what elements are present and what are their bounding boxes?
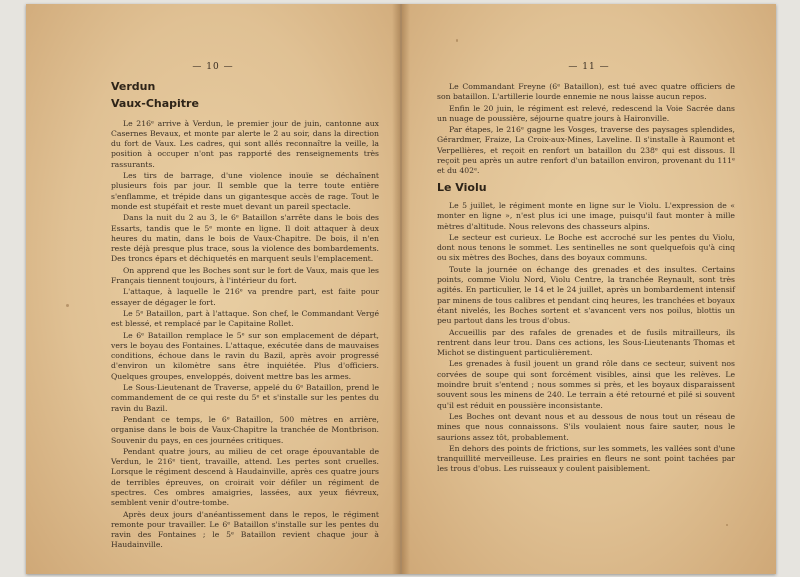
paragraph: Le 5 juillet, le régiment monte en ligne sur le Violu. L'expression de « monter en ligne », n'est plus ici une image, puisqu'il faut monter à mille mètres d'altitude. Nous relevons des chasseurs alpins.: [437, 200, 735, 231]
paragraph: Les grenades à fusil jouent un grand rôle dans ce secteur, suivent nos corvées de soupe qui sont forcément visibles, ainsi que les relèves. Le moindre bruit s'entend ; nous sommes si près, et les boyaux disparaissent souvent sous les minens de 240. Le terrain a été retourné et pilé si souvent qu'il est réduit en poussière inconsistante.: [437, 359, 735, 410]
section-title-vaux-chapitre: Vaux-Chapitre: [111, 97, 199, 111]
section-title-le-violu: Le Violu: [437, 180, 487, 194]
paragraph: Dans la nuit du 2 au 3, le 6ᵉ Bataillon s'arrête dans le bois des Essarts, tandis que le 5ᵉ monte en ligne. Il doit attaquer à deux heures du matin, dans le bois de Vaux-Chapitre. De bois, il n'en reste déjà presque plus trace, sous la violence des bombardements. Des troncs épars et déchiquetés en marquent seuls l'emplacement.: [111, 213, 379, 264]
left-page-content: [111, 82, 379, 552]
page-number-right: — 11 —: [568, 62, 610, 72]
paragraph: L'attaque, à laquelle le 216ᵉ va prendre part, est faite pour essayer de dégager le fort.: [111, 287, 379, 307]
paper-speck: [66, 304, 69, 307]
paragraph: Les tirs de barrage, d'une violence inouïe se déchaînent plusieurs fois par jour. Il semble que la terre toute entière s'enflamme, et trépide dans un gigantesque accès de rage. Tout le monde est stupéfait et reste muet devant un pareil spectacle.: [111, 171, 379, 211]
paragraph: On apprend que les Boches sont sur le fort de Vaux, mais que les Français tiennent toujours, à l'intérieur du fort.: [111, 265, 379, 286]
paragraph: Le Sous-Lieutenant de Traverse, appelé du 6ᵉ Bataillon, prend le commandement de ce qui reste du 5ᵉ et s'installe sur les pentes du ravin du Bazil.: [111, 383, 379, 413]
paragraph: Accueillis par des rafales de grenades et de fusils mitrailleurs, ils rentrent dans leur trou. Dans ces actions, les Sous-Lieutenants Thomas et Michot se distinguent particulièrement.: [437, 327, 735, 358]
paper-speck: [726, 524, 728, 526]
booklet: [26, 4, 776, 574]
paragraph: Enfin le 20 juin, le régiment est relevé, redescend la Voie Sacrée dans un nuage de poussière, séjourne quatre jours à Haironville.: [437, 103, 735, 123]
paragraph: Les Boches ont devant nous et au dessous de nous tout un réseau de mines que nous connaissons. S'ils voulaient nous faire sauter, nous le saurions assez tôt, probablement.: [437, 411, 735, 442]
chapter-title: Verdun: [111, 80, 156, 93]
left-page: [26, 4, 400, 574]
booklet-spine: [392, 4, 410, 574]
paragraph: Le secteur est curieux. Le Boche est accroché sur les pentes du Violu, dont nous tenons le sommet. Les sentinelles ne sont quelquefois qu'à cinq ou six mètres des Boches, dans des boyaux communs.: [437, 232, 735, 263]
page-number-left: — 10 —: [192, 62, 234, 72]
paragraph: Pendant ce temps, le 6ᵉ Bataillon, 500 mètres en arrière, organise dans le bois de Vaux-Chapitre la tranchée de Montbrison. Souvenir du pays, en ces journées critiques.: [111, 414, 379, 445]
paragraph: Le Commandant Freyne (6ᵉ Bataillon), est tué avec quatre officiers de son bataillon. L'artillerie lourde ennemie ne nous laisse aucun repos.: [437, 82, 735, 102]
right-page: [402, 4, 776, 574]
paragraph: Par étapes, le 216ᵉ gagne les Vosges, traverse des paysages splendides, Gérardmer, Fraize, La Croix-aux-Mines, Laveline. Il s'installe à Raumont et Verpellières, et reçoit en renfort un bataillon du 238ᵉ qui est dissous. Il reçoit peu après un autre renfort d'un bataillon environ, provenant du 111ᵉ et du 402ᵉ.: [437, 125, 735, 176]
paragraph: Pendant quatre jours, au milieu de cet orage épouvantable de Verdun, le 216ᵉ tient, travaille, attend. Les pertes sont cruelles. Lorsque le régiment descend à Haudainville, après ces quatre jours de terribles épreuves, on croirait voir défiler un régiment de spectres. Ces ombres amaigries, lassées, aux yeux fiévreux, semblent venir d'outre-tombe.: [111, 446, 379, 508]
paragraph: En dehors des points de frictions, sur les sommets, les vallées sont d'une tranquillité merveilleuse. Les prairies en fleurs ne sont point tachées par les trous d'obus. Les ruisseaux y coulent paisiblement.: [437, 443, 735, 474]
paragraph: Le 6ᵉ Bataillon remplace le 5ᵉ sur son emplacement de départ, vers le boyau des Fontaines. L'attaque, exécutée dans de mauvaises conditions, échoue dans le ravin du Bazil, après avoir progressé d'environ un kilomètre sans être inquiétée. Plus d'officiers. Quelques groupes, enveloppés, doivent mettre bas les armes.: [111, 330, 379, 381]
right-page-content: [437, 82, 735, 476]
paragraph: Le 5ᵉ Bataillon, part à l'attaque. Son chef, le Commandant Vergé est blessé, et remplacé par le Capitaine Rollet.: [111, 308, 379, 329]
paper-speck: [456, 39, 458, 42]
paragraph: Le 216ᵉ arrive à Verdun, le premier jour de juin, cantonne aux Casernes Bevaux, et monte par alerte le 2 au soir, dans la direction du fort de Vaux. Les cadres, qui sont allés reconnaître la veille, la position à occuper n'ont pas rapporté des renseignements très rassurants.: [111, 118, 379, 169]
paragraph: Après deux jours d'anéantissement dans le repos, le régiment remonte pour travailler. Le 6ᵉ Bataillon s'installe sur les pentes du ravin des Fontaines ; le 5ᵉ Bataillon revient chaque jour à Haudainville.: [111, 509, 379, 550]
paragraph: Toute la journée on échange des grenades et des insultes. Certains points, comme Violu Nord, Violu Centre, la tranchée Reynault, sont très agités. En particulier, le 14 et le 24 juillet, après un bombardement intensif par minens de tous calibres et pendant cinq heures, les tranchées et boyaux étant nivelés, les Boches sortent et s'avancent vers nos poilus, blottis un peu partout dans les trous d'obus.: [437, 264, 735, 326]
